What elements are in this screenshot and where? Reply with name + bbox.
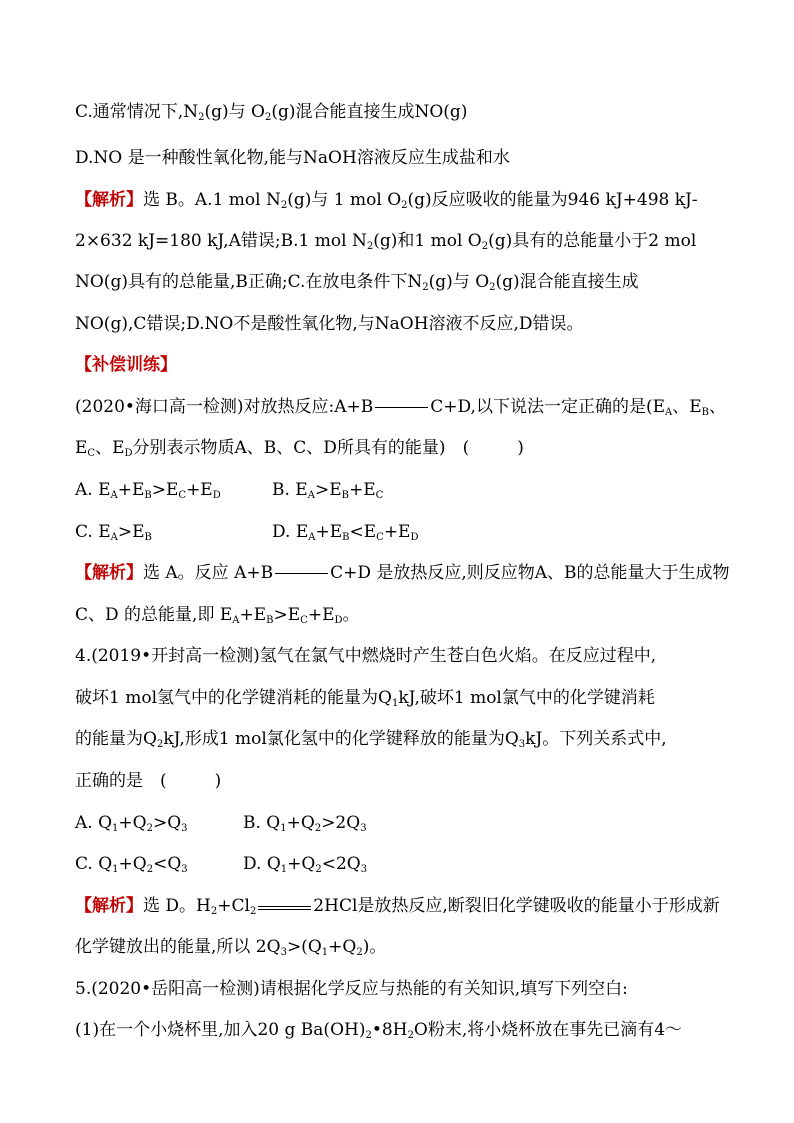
- subscript: A: [232, 615, 240, 626]
- text-run: +Q: [287, 854, 316, 874]
- subscript: 2: [356, 947, 363, 958]
- text-run: C、D 的总能量,即 E: [75, 605, 233, 625]
- text-run: +E: [383, 522, 411, 542]
- text-run: NO(g),C错误;D.NO不是酸性氧化物,与NaOH溶液不反应,D错误。: [75, 314, 584, 334]
- text-run: C. E: [75, 522, 111, 542]
- option-column-2: [272, 520, 419, 550]
- text-run: <Q: [153, 854, 182, 874]
- text-run: >(Q: [286, 937, 322, 957]
- text-run: B. Q: [243, 813, 281, 833]
- text-run: 、: [709, 397, 727, 417]
- text-run: C.通常情况下,N: [75, 102, 199, 122]
- subscript: 2: [264, 112, 272, 123]
- text-run: +Q: [328, 937, 357, 957]
- text-line: [75, 852, 188, 882]
- text-run: C. Q: [75, 854, 113, 874]
- text-run: E: [75, 438, 88, 458]
- subscript: 1: [280, 864, 288, 875]
- text-line: [75, 188, 698, 218]
- subscript: B: [144, 490, 152, 501]
- text-run: ): [214, 771, 222, 791]
- text-line: [75, 561, 730, 585]
- subscript: B: [342, 532, 350, 543]
- text-run: 化学键放出的能量,所以 2Q: [75, 937, 281, 957]
- text-run: B. E: [272, 480, 308, 500]
- text-line: [75, 727, 667, 757]
- subscript: 1: [112, 864, 119, 875]
- subscript: 2: [210, 906, 218, 917]
- text-run: 选 D。H: [143, 896, 211, 916]
- text-run: (1)在一个小烧杯里,加入20 g Ba(OH): [75, 1020, 366, 1040]
- subscript: B: [144, 532, 152, 543]
- subscript: 2: [407, 1030, 414, 1041]
- text-run: <2Q: [321, 854, 361, 874]
- text-run: +Cl: [217, 896, 250, 916]
- text-run: >E: [314, 480, 342, 500]
- text-run: C+D,以下说法一定正确的是(E: [430, 397, 666, 417]
- text-run: 、E: [672, 397, 702, 417]
- text-run: 。: [342, 605, 360, 625]
- text-run: +E: [117, 480, 145, 500]
- subscript: D: [124, 448, 133, 459]
- text-run: 选 B。A.1 mol N: [143, 190, 281, 210]
- text-line: [75, 436, 524, 466]
- reaction-equals-sign: [373, 395, 430, 419]
- text-run: A. Q: [75, 813, 113, 833]
- subscript: 2: [314, 823, 322, 834]
- text-run: (2020•海口高一检测)对放热反应:A+B: [75, 397, 374, 417]
- text-run: 2HCl是放热反应,断裂旧化学键吸收的能量小于形成新: [313, 896, 720, 916]
- subscript: 2: [198, 112, 205, 123]
- subscript: 1: [321, 947, 329, 958]
- subscript: 2: [401, 200, 408, 211]
- section-tag: 【解析】: [75, 563, 143, 583]
- text-run: +Q: [286, 813, 315, 833]
- text-line: [75, 644, 656, 668]
- text-run: (g)和1 mol O: [373, 231, 482, 251]
- subscript: 3: [181, 823, 188, 834]
- text-line: [75, 229, 696, 259]
- text-run: 5.(2020•岳阳高一检测)请根据化学反应与热能的有关知识,填写下列空白:: [75, 979, 628, 999]
- text-run: 选 A。反应 A+B: [143, 563, 274, 583]
- text-run: +E: [348, 480, 376, 500]
- subscript: A: [308, 532, 316, 543]
- text-run: 破坏1 mol氢气中的化学键消耗的能量为Q: [75, 688, 392, 708]
- text-run: +E: [315, 522, 343, 542]
- text-run: <E: [349, 522, 377, 542]
- subscript: C: [87, 448, 96, 459]
- subscript: A: [110, 490, 118, 501]
- subscript: D: [410, 532, 419, 543]
- text-run: >Q: [152, 813, 182, 833]
- text-run: +E: [186, 480, 213, 500]
- text-line: [75, 1018, 682, 1048]
- text-run: 正确的是 (: [75, 771, 167, 791]
- text-run: (g)混合能直接生成NO(g): [271, 102, 468, 122]
- text-line: [75, 478, 221, 508]
- subscript: C: [178, 490, 187, 501]
- subscript: 2: [146, 823, 153, 834]
- option-column-2: [243, 811, 367, 841]
- subscript: 3: [518, 739, 526, 750]
- text-line: [75, 312, 584, 336]
- text-line: [75, 686, 655, 716]
- text-line: [75, 520, 152, 550]
- text-run: A. E: [75, 480, 111, 500]
- text-line: [75, 603, 360, 633]
- text-run: kJ。下列关系式中,: [525, 729, 667, 749]
- text-line: [75, 353, 177, 377]
- subscript: 2: [315, 864, 322, 875]
- reaction-equals-sign: [273, 561, 330, 585]
- text-run: 、E: [95, 438, 125, 458]
- text-run: (g)混合能直接生成: [495, 272, 639, 292]
- subscript: 2: [280, 200, 288, 211]
- text-line: [75, 894, 720, 924]
- text-run: NO(g)具有的总能量,B正确;C.在放电条件下N: [75, 272, 423, 292]
- subscript: B: [266, 615, 274, 626]
- text-run: (g)与 1 mol O: [287, 190, 402, 210]
- text-run: >E: [117, 522, 145, 542]
- text-run: +E: [239, 605, 267, 625]
- subscript: 2: [156, 739, 164, 750]
- text-run: kJ,破坏1 mol氯气中的化学键消耗: [398, 688, 655, 708]
- subscript: D: [212, 490, 221, 501]
- text-line: [75, 935, 386, 965]
- text-run: +Q: [118, 813, 147, 833]
- text-run: O粉末,将小烧杯放在事先已滴有4～: [413, 1020, 683, 1040]
- text-run: (g)具有的总能量小于2 mol: [488, 231, 697, 251]
- text-run: D.NO 是一种酸性氧化物,能与NaOH溶液反应生成盐和水: [75, 148, 510, 168]
- subscript: 1: [391, 698, 399, 709]
- text-line: [75, 769, 221, 793]
- text-run: +E: [307, 605, 335, 625]
- text-line: [75, 270, 639, 300]
- subscript: B: [701, 407, 710, 418]
- subscript: 2: [489, 282, 496, 293]
- section-tag: 【解析】: [75, 190, 143, 210]
- subscript: B: [341, 490, 349, 501]
- subscript: 3: [181, 864, 188, 875]
- subscript: 1: [280, 823, 287, 834]
- subscript: 2: [422, 282, 429, 293]
- text-run: (g)与 O: [428, 272, 490, 292]
- text-run: 2×632 kJ=180 kJ,A错误;B.1 mol N: [75, 231, 367, 251]
- text-run: D. E: [272, 522, 309, 542]
- text-line: [75, 395, 726, 425]
- subscript: 3: [360, 823, 367, 834]
- option-column-2: [272, 478, 383, 508]
- subscript: 3: [360, 864, 368, 875]
- subscript: 2: [146, 864, 154, 875]
- text-run: 的能量为Q: [75, 729, 157, 749]
- text-line: [75, 100, 467, 130]
- subscript: A: [110, 532, 118, 543]
- option-column-2: [243, 852, 367, 882]
- text-run: +Q: [118, 854, 147, 874]
- subscript: A: [665, 407, 673, 418]
- text-line: [75, 811, 188, 841]
- subscript: 2: [366, 241, 374, 252]
- text-run: C+D 是放热反应,则反应物A、B的总能量大于生成物: [330, 563, 730, 583]
- text-run: D. Q: [243, 854, 281, 874]
- text-run: >2Q: [321, 813, 361, 833]
- reaction-equals-sign: [256, 894, 313, 918]
- text-run: 4.(2019•开封高一检测)氢气在氯气中燃烧时产生苍白色火焰。在反应过程中,: [75, 646, 657, 666]
- subscript: A: [307, 490, 315, 501]
- subscript: C: [375, 490, 384, 501]
- subscript: C: [300, 615, 308, 626]
- subscript: D: [334, 615, 343, 626]
- text-line: [75, 977, 628, 1001]
- text-run: >E: [273, 605, 301, 625]
- subscript: C: [376, 532, 384, 543]
- subscript: 2: [481, 241, 489, 252]
- text-run: (g)与 O: [204, 102, 265, 122]
- text-run: •8H: [371, 1020, 408, 1040]
- text-run: (g)反应吸收的能量为946 kJ+498 kJ-: [407, 190, 698, 210]
- text-run: ): [517, 438, 524, 458]
- text-line: [75, 146, 510, 170]
- text-run: kJ,形成1 mol氯化氢中的化学键释放的能量为Q: [163, 729, 519, 749]
- subscript: 1: [112, 823, 119, 834]
- text-run: 分别表示物质A、B、C、D所具有的能量) (: [132, 438, 470, 458]
- text-run: >E: [151, 480, 179, 500]
- subscript: 2: [249, 906, 257, 917]
- section-tag: 【解析】: [75, 896, 143, 916]
- text-run: )。: [362, 937, 387, 957]
- subscript: 3: [280, 947, 287, 958]
- section-tag: 【补偿训练】: [75, 355, 177, 375]
- subscript: 2: [365, 1030, 372, 1041]
